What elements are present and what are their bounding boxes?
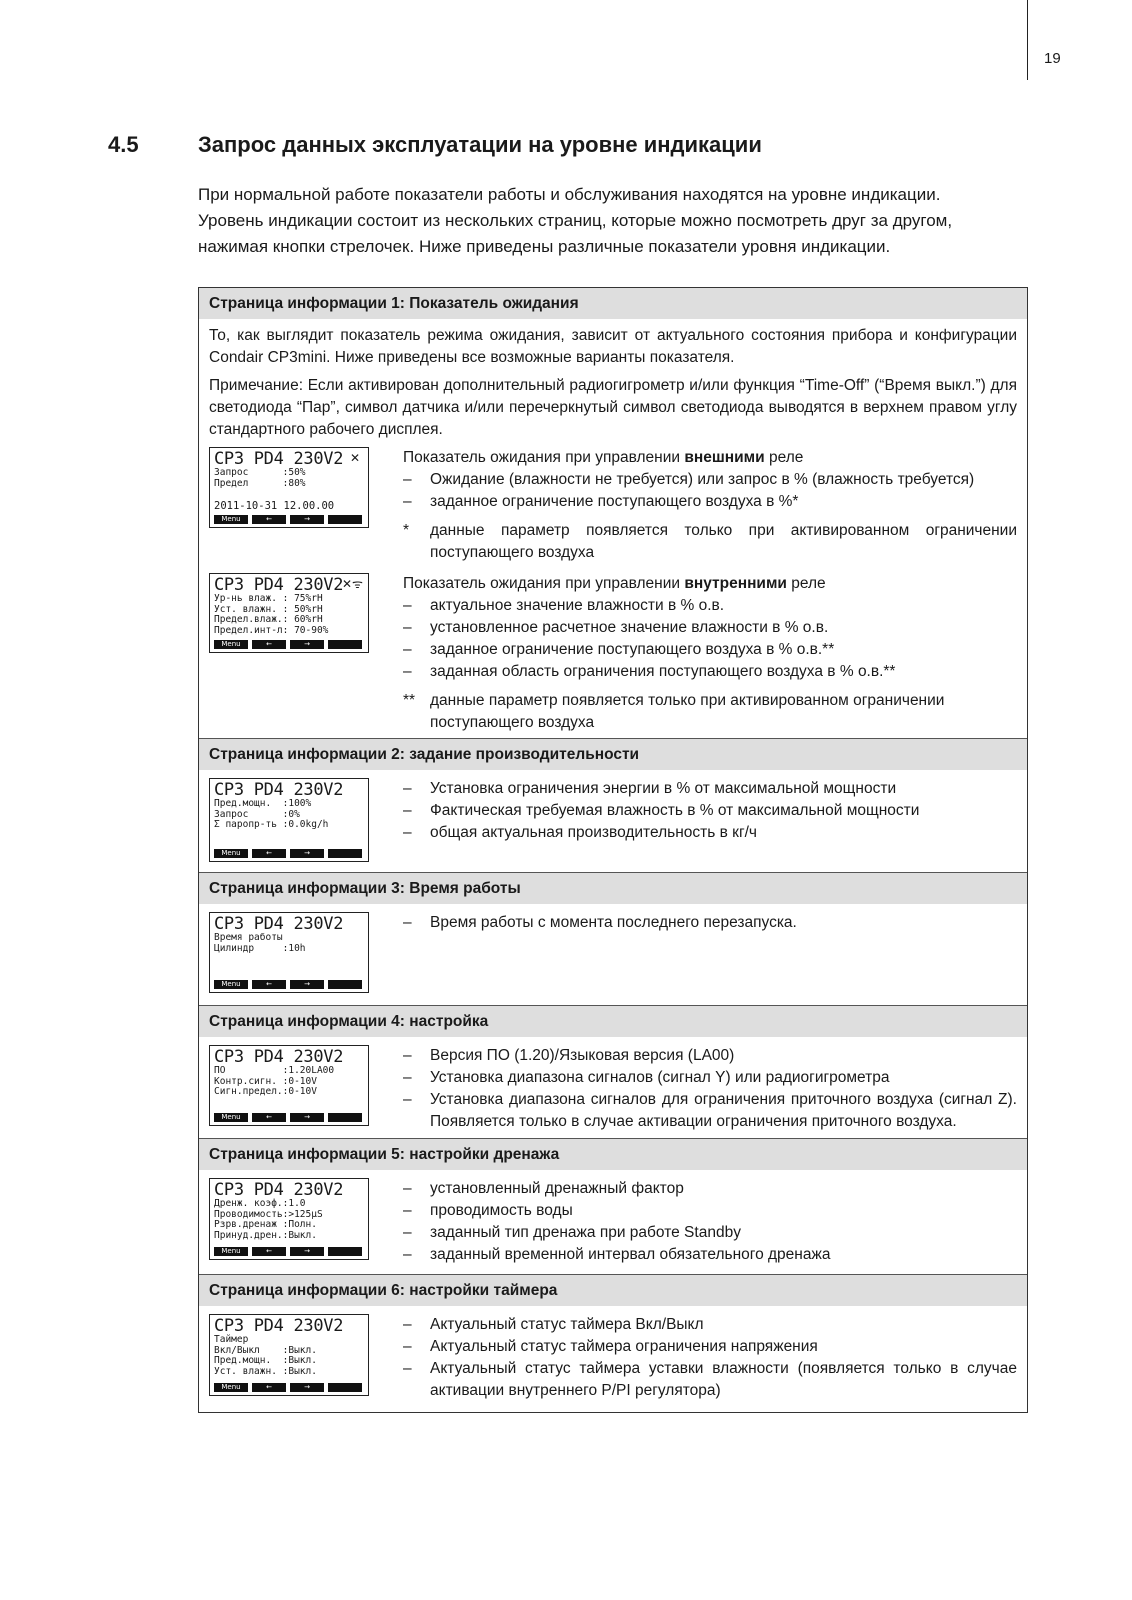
lcd-lines: Ур-нь влаж. : 75%rH Уст. влажн. : 50%rH Предел.влаж.: 60%rH Предел.инт-л: 70-90%: [214, 593, 329, 636]
info-page-6-desc: [403, 1314, 1017, 1402]
lcd-right-arrow-button: →: [290, 515, 324, 524]
lcd-left-arrow-button: ←: [252, 1113, 286, 1122]
list-item: – заданный временной интервал обязательного дренажа: [403, 1246, 831, 1263]
lcd-right-arrow-button: →: [290, 980, 324, 989]
desc-intro: Показатель ожидания при управлении внешними реле: [403, 449, 804, 466]
lcd-title: CP3 PD4 230V2: [214, 449, 344, 469]
lcd-display: [209, 573, 369, 653]
info-page-5-row: [199, 1170, 1027, 1274]
lcd-display: [209, 912, 369, 993]
lcd-menu-button: Menu: [214, 640, 248, 649]
list-item: – Установка диапазона сигналов для ограничения приточного воздуха (сигнал Z). Появляется только в случае активации ограничения приточного воздуха.: [403, 1091, 1017, 1130]
list-item: – заданный тип дренажа при работе Standby: [403, 1224, 741, 1241]
info-page-5-desc: [403, 1178, 1017, 1266]
page-number: 19: [1044, 50, 1061, 67]
footnote: ** данные параметр появляется только при активированном ограничении поступающего воздуха: [403, 692, 945, 731]
lcd-lines: Время работы Цилиндр :10h: [214, 932, 306, 954]
lcd-menu-button: Menu: [214, 849, 248, 858]
lcd-left-arrow-button: ←: [252, 980, 286, 989]
footnote: * данные параметр появляется только при активированном ограничении поступающего воздуха: [403, 522, 1017, 561]
lcd-title: CP3 PD4 230V2: [214, 914, 344, 934]
lcd-right-arrow-button: →: [290, 1247, 324, 1256]
list-item: – Установка диапазона сигналов (сигнал Y) или радиогигрометра: [403, 1069, 890, 1086]
info-page-2-row: [199, 770, 1027, 872]
no-led-icon: ✕: [350, 451, 361, 465]
intro-line: Уровень индикации состоит из нескольких страниц, которые можно посмотреть друг за другом,: [198, 211, 953, 230]
info-page-5-heading: Страница информации 5: настройки дренажа: [199, 1138, 1027, 1170]
lcd-left-arrow-button: ←: [252, 1247, 286, 1256]
lcd-right-arrow-button: →: [290, 640, 324, 649]
info-page-1-heading: Страница информации 1: Показатель ожидания: [199, 288, 1027, 319]
info-page-3-heading: Страница информации 3: Время работы: [199, 872, 1027, 904]
info-pages-table: [198, 287, 1028, 1413]
lcd-menu-button: Menu: [214, 1113, 248, 1122]
list-item: – Время работы с момента последнего перезапуска.: [403, 914, 797, 931]
lcd-button-bar: [214, 1383, 366, 1392]
lcd-blank-button: [328, 1113, 362, 1122]
list-item: – общая актуальная производительность в кг/ч: [403, 824, 757, 841]
lcd-display: [209, 1314, 369, 1396]
section-title: Запрос данных эксплуатации на уровне индикации: [198, 132, 762, 157]
info-page-1-text: [199, 319, 1027, 441]
list-item: – проводимость воды: [403, 1202, 573, 1219]
lcd-display: [209, 1178, 369, 1260]
lcd-date: 2011-10-31 12.00.00: [214, 500, 335, 512]
lcd-blank-button: [328, 1383, 362, 1392]
list-item: – Актуальный статус таймера ограничения напряжения: [403, 1338, 818, 1355]
info-page-1-note: Примечание: Если активирован дополнительный радиогигрометр и/или функция “Time-Off” (“Время выкл.”) для светодиода “Пар”, символ датчика и/или перечеркнутый символ светодиода выводятся в верхнем правом углу стандартного рабочего дисплея.: [209, 377, 1017, 438]
lcd-right-arrow-button: →: [290, 1113, 324, 1122]
lcd-display: [209, 778, 369, 862]
lcd-left-arrow-button: ←: [252, 1383, 286, 1392]
intro-line: нажимая кнопки стрелочек. Ниже приведены различные показатели уровня индикации.: [198, 237, 891, 256]
lcd-lines: Запрос :50% Предел :80%: [214, 467, 306, 489]
lcd-title: CP3 PD4 230V2: [214, 575, 344, 595]
list-item: – Фактическая требуемая влажность в % от максимальной мощности: [403, 802, 920, 819]
list-item: – Актуальный статус таймера Вкл/Выкл: [403, 1316, 704, 1333]
intro-line: При нормальной работе показатели работы и обслуживания находятся на уровне индикации.: [198, 185, 941, 204]
list-item: – заданное ограничение поступающего воздуха в %*: [403, 493, 799, 510]
lcd-right-arrow-button: →: [290, 1383, 324, 1392]
lcd-display: [209, 1045, 369, 1126]
lcd-right-arrow-button: →: [290, 849, 324, 858]
info-page-1-paragraph: То, как выглядит показатель режима ожидания, зависит от актуального состояния прибора и конфигурации Condair CP3mini. Ниже приведены все возможные варианты показателя.: [209, 327, 1017, 366]
lcd-lines: Пред.мощн. :100% Запрос :0% Σ паропр-ть :0.0kg/h: [214, 798, 329, 830]
list-item: – заданное ограничение поступающего воздуха в % о.в.**: [403, 641, 835, 658]
sensor-and-led-icon: ✕ᯤ: [342, 577, 364, 591]
lcd-left-arrow-button: ←: [252, 640, 286, 649]
list-item: – установленное расчетное значение влажности в % о.в.: [403, 619, 829, 636]
lcd-lines: Таймер Вкл/Выкл :Выкл. Пред.мощн. :Выкл. Уст. влажн. :Выкл.: [214, 1334, 317, 1377]
lcd-blank-button: [328, 980, 362, 989]
lcd-blank-button: [328, 515, 362, 524]
lcd-blank-button: [328, 640, 362, 649]
list-item: – актуальное значение влажности в % о.в.: [403, 597, 725, 614]
list-item: – установленный дренажный фактор: [403, 1180, 684, 1197]
info-page-2-desc: [403, 778, 1017, 862]
lcd-blank-button: [328, 849, 362, 858]
list-item: – Ожидание (влажности не требуется) или запрос в % (влажность требуется): [403, 471, 975, 488]
info-page-3-row: [199, 904, 1027, 1005]
info-page-1-internal-row: [199, 573, 1027, 738]
lcd-title: CP3 PD4 230V2: [214, 1047, 344, 1067]
lcd-title: CP3 PD4 230V2: [214, 780, 344, 800]
lcd-lines: ПО :1.20LA00 Контр.сигн. :0-10V Сигн.предел.:0-10V: [214, 1065, 335, 1097]
info-page-6-heading: Страница информации 6: настройки таймера: [199, 1274, 1027, 1306]
info-page-3-desc: [403, 912, 1017, 993]
info-page-1-external-row: [199, 447, 1027, 564]
desc-intro: Показатель ожидания при управлении внутренними реле: [403, 575, 826, 592]
info-page-1-external-desc: [403, 447, 1017, 564]
lcd-button-bar: [214, 980, 366, 989]
info-page-6-row: [199, 1306, 1027, 1412]
lcd-blank-button: [328, 1247, 362, 1256]
lcd-display: [209, 447, 369, 528]
list-item: – Версия ПО (1.20)/Языковая версия (LA00): [403, 1047, 735, 1064]
lcd-menu-button: Menu: [214, 515, 248, 524]
lcd-button-bar: [214, 640, 366, 649]
lcd-lines: Дренж. коэф.:1.0 Проводимость:>125µS Рзрв.дренаж :Полн. Принуд.дрен.:Выкл.: [214, 1198, 323, 1241]
info-page-4-row: [199, 1037, 1027, 1138]
lcd-button-bar: [214, 515, 366, 524]
lcd-menu-button: Menu: [214, 1247, 248, 1256]
lcd-menu-button: Menu: [214, 1383, 248, 1392]
list-item: – Установка ограничения энергии в % от максимальной мощности: [403, 780, 897, 797]
info-page-2-heading: Страница информации 2: задание производительности: [199, 738, 1027, 770]
lcd-left-arrow-button: ←: [252, 849, 286, 858]
lcd-title: CP3 PD4 230V2: [214, 1180, 344, 1200]
section-intro: [198, 182, 1038, 260]
lcd-button-bar: [214, 849, 366, 858]
list-item: – Актуальный статус таймера уставки влажности (появляется только в случае активации внутреннего P/PI регулятора): [403, 1360, 1017, 1399]
info-page-4-desc: [403, 1045, 1017, 1133]
lcd-left-arrow-button: ←: [252, 515, 286, 524]
margin-line: [1027, 0, 1028, 80]
list-item: – заданная область ограничения поступающего воздуха в % о.в.**: [403, 663, 896, 680]
info-page-1-internal-desc: [403, 573, 1017, 734]
lcd-button-bar: [214, 1247, 366, 1256]
section-number: 4.5: [108, 132, 139, 157]
lcd-button-bar: [214, 1113, 366, 1122]
lcd-title: CP3 PD4 230V2: [214, 1316, 344, 1336]
lcd-menu-button: Menu: [214, 980, 248, 989]
info-page-4-heading: Страница информации 4: настройка: [199, 1005, 1027, 1037]
